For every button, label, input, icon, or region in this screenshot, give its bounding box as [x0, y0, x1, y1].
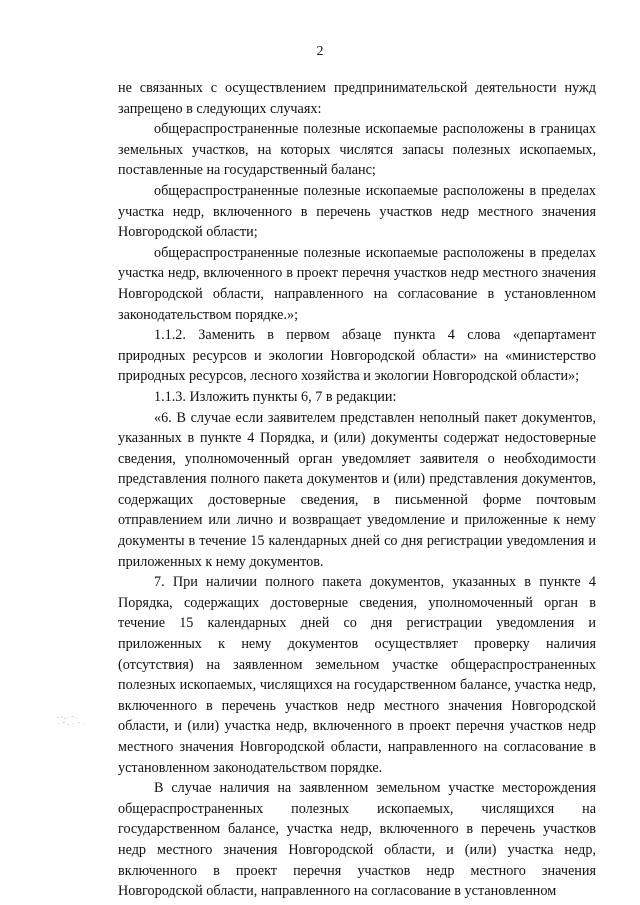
- paragraph-balance-case: общераспространенные полезные ископаемые расположены в границах земельных участков, на которых числятся запасы полезных ископаемых, поставленные на государственный баланс;: [118, 121, 596, 179]
- paragraph-draft-list-case: общераспространенные полезные ископаемые расположены в пределах участка недр, включенного в проект перечня участков недр местного значения Новгородской области, направленного на согласование в установленном законодательством порядке.»;: [118, 244, 596, 323]
- paragraph-local-subsoil-list-case: общераспространенные полезные ископаемые расположены в пределах участка недр, включенного в перечень участков недр местного значения Новгородской области;: [118, 182, 596, 241]
- page-number: 2: [316, 44, 324, 59]
- paragraph-deposit-case: В случае наличия на заявленном земельном участке месторождения общераспространенных полезных ископаемых, числящихся на государственном балансе, участка недр, включенного в перечень участков недр местного значения Новгородской области, и (или) участка недр, включенного в проект перечня участков недр местного значения Новгородской области, направленного на согласование в установленном: [118, 780, 596, 900]
- document-body: [118, 78, 596, 902]
- paragraph-point-7: 7. При наличии полного пакета документов, указанных в пункте 4 Порядка, содержащих достоверные сведения, уполномоченный орган в течение 15 календарных дней со дня регистрации уведомления и приложенных к нему документов осуществляет проверку наличия (отсутствия) на заявленном земельном участке общераспространенных полезных ископаемых, числящихся на государственном балансе, участка недр, включенного в перечень участков недр местного значения Новгородской области, и (или) участка недр, включенного в проект перечня участков недр местного значения Новгородской области, направленного на согласование в установленном законодательством порядке.: [118, 574, 596, 776]
- scan-artifact-mark: [56, 714, 92, 728]
- paragraph-item-1-1-3: 1.1.3. Изложить пункты 6, 7 в редакции:: [154, 388, 397, 405]
- paragraph-item-1-1-2: 1.1.2. Заменить в первом абзаце пункта 4 слова «департамент природных ресурсов и экологии Новгородской области» на «министерство природных ресурсов, лесного хозяйства и экологии Новгородской области»;: [118, 327, 596, 385]
- paragraph-continuation: не связанных с осуществлением предпринимательской деятельности нужд запрещено в следующих случаях:: [118, 80, 596, 117]
- paragraph-point-6: «6. В случае если заявителем представлен неполный пакет документов, указанных в пункте 4 Порядка, и (или) документы содержат недостоверные сведения, уполномоченный орган уведомляет заявителя о необходимости представления полного пакета документов и (или) представления документов, содержащих достоверные сведения, в письменной форме почтовым отправлением или лично и возвращает уведомление и приложенные к нему документы в течение 15 календарных дней со дня регистрации уведомления и приложенных к нему документов.: [118, 409, 596, 570]
